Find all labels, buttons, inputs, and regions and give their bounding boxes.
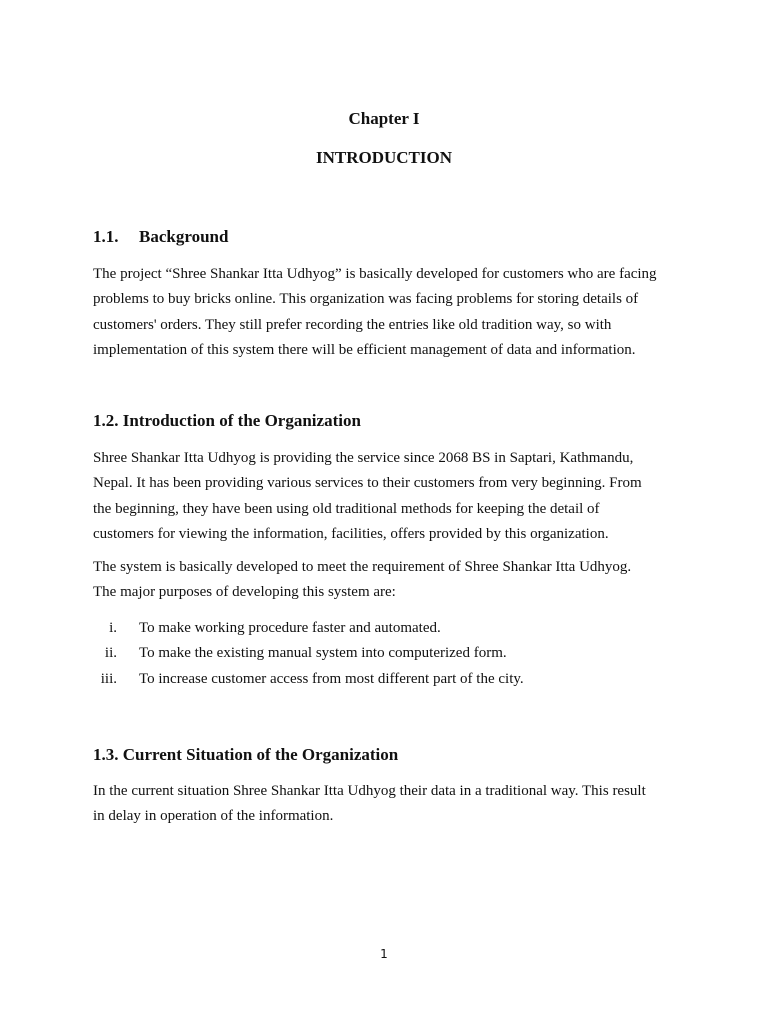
- section-heading-introduction-of-organization: 1.2. Introduction of the Organization: [93, 411, 361, 430]
- list-item-text: To increase customer access from most different part of the city.: [139, 670, 524, 687]
- paragraph-line: The major purposes of developing this system are:: [93, 584, 396, 601]
- paragraph-line: Shree Shankar Itta Udhyog is providing the service since 2068 BS in Saptari, Kathmandu,: [93, 450, 634, 466]
- list-marker: iii.: [100, 670, 117, 687]
- list-item: [93, 616, 693, 641]
- paragraph-line: in delay in operation of the information.: [93, 808, 334, 825]
- list-marker: ii.: [104, 645, 117, 662]
- section-heading-background: [93, 226, 228, 248]
- background-paragraph: [93, 262, 693, 363]
- list-marker: i.: [109, 620, 117, 636]
- current-situation-paragraph: [93, 779, 693, 830]
- list-item-text: To make working procedure faster and automated.: [139, 620, 441, 636]
- chapter-title: INTRODUCTION: [315, 148, 453, 167]
- paragraph-line: In the current situation Shree Shankar Itta Udhyog their data in a traditional way. This result: [93, 783, 646, 799]
- section-title: Background: [139, 227, 229, 246]
- section-number: 1.1.: [93, 227, 119, 246]
- paragraph-line: customers' orders. They still prefer recording the entries like old tradition way, so with: [93, 316, 612, 333]
- paragraph-line: implementation of this system there will be efficient management of data and information.: [93, 341, 636, 358]
- system-purpose-paragraph: [93, 555, 693, 606]
- paragraph-line: problems to buy bricks online. This organization was facing problems for storing details of: [93, 291, 639, 308]
- organization-intro-paragraph: [93, 446, 693, 547]
- paragraph-line: The system is basically developed to meet the requirement of Shree Shankar Itta Udhyog.: [93, 559, 632, 575]
- list-item-text: To make the existing manual system into computerized form.: [139, 645, 507, 662]
- page-number: 1: [380, 947, 388, 961]
- paragraph-line: customers for viewing the information, facilities, offers provided by this organization.: [93, 525, 609, 542]
- paragraph-line: The project “Shree Shankar Itta Udhyog” is basically developed for customers who are facing: [93, 266, 657, 282]
- list-item: [93, 667, 693, 692]
- paragraph-line: the beginning, they have been using old traditional methods for keeping the detail of: [93, 500, 600, 517]
- paragraph-line: Nepal. It has been providing various services to their customers from very beginning. From: [93, 475, 642, 492]
- list-item: [93, 641, 693, 666]
- section-heading-current-situation: 1.3. Current Situation of the Organization: [93, 745, 399, 764]
- chapter-label: Chapter I: [348, 109, 420, 128]
- purpose-list: [93, 616, 693, 692]
